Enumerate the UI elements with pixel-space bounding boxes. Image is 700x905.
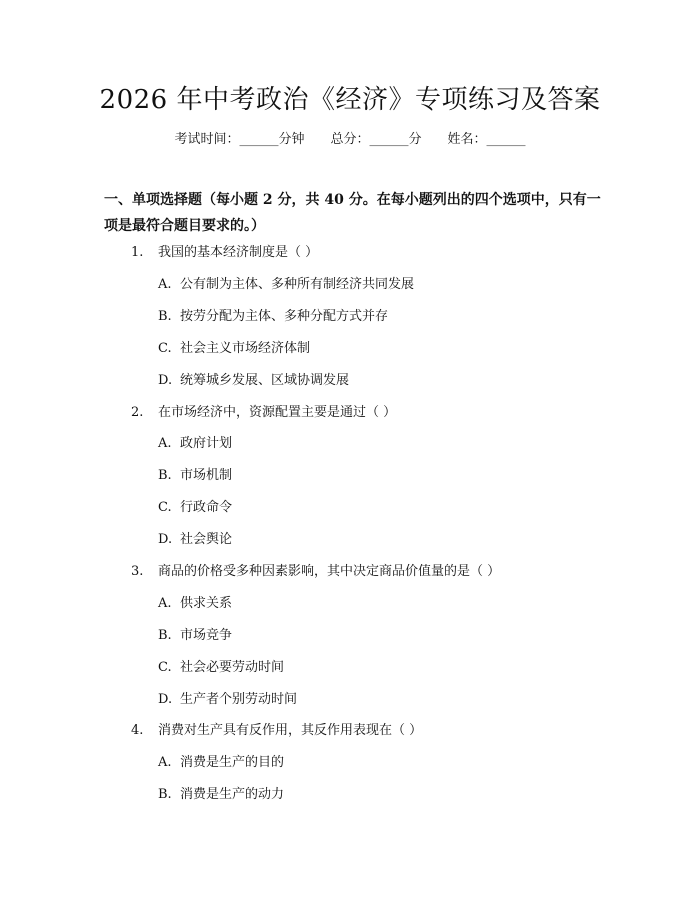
option-letter: A. [158,436,172,451]
option-letter: D. [158,692,173,707]
option-letter: C. [158,341,172,356]
option-letter: A. [158,596,172,611]
option-letter: B. [158,787,172,802]
option-text: 按劳分配为主体、多种分配方式并存 [180,309,389,324]
exam-info-line [0,128,700,152]
option-text: 生产者个别劳动时间 [180,692,298,707]
option-text: 市场机制 [180,468,233,483]
question-number: 3. [131,564,144,579]
section-heading: 一、单项选择题（每小题 2 分，共 40 分。在每小题列出的四个选项中，只有一项是最符合题目要求的。） [104,192,601,234]
question-number: 4. [131,723,144,738]
option-letter: D. [158,532,173,547]
question-text: 商品的价格受多种因素影响，其中决定商品价值量的是（ ） [158,564,501,579]
question-text: 我国的基本经济制度是（ ） [158,245,319,260]
option-letter: B. [158,468,172,483]
option-text: 供求关系 [180,596,233,611]
option-letter: A. [158,277,172,292]
option-letter: D. [158,373,173,388]
page-title: 2026 年中考政治《经济》专项练习及答案 [99,85,601,115]
question-text: 在市场经济中，资源配置主要是通过（ ） [158,405,397,420]
question-number: 1. [131,245,144,260]
option-text: 消费是生产的目的 [180,755,285,770]
exam-time-field: 考试时间：______分钟 [174,132,305,147]
option-text: 政府计划 [180,436,233,451]
option-text: 市场竞争 [180,628,233,643]
question-text: 消费对生产具有反作用，其反作用表现在（ ） [158,723,423,738]
option-text: 统筹城乡发展、区域协调发展 [180,373,350,388]
option-letter: C. [158,500,172,515]
option-text: 社会舆论 [180,532,233,547]
option-letter: B. [158,309,172,324]
student-name-field: 姓名：______ [447,132,526,147]
option-text: 消费是生产的动力 [180,787,285,802]
option-text: 行政命令 [180,500,233,515]
option-text: 社会必要劳动时间 [180,660,285,675]
option-letter: C. [158,660,172,675]
option-letter: A. [158,755,172,770]
option-text: 公有制为主体、多种所有制经济共同发展 [180,277,415,292]
option-letter: B. [158,628,172,643]
question-number: 2. [131,405,144,420]
option-text: 社会主义市场经济体制 [180,341,311,356]
total-score-field: 总分：______分 [330,132,422,147]
